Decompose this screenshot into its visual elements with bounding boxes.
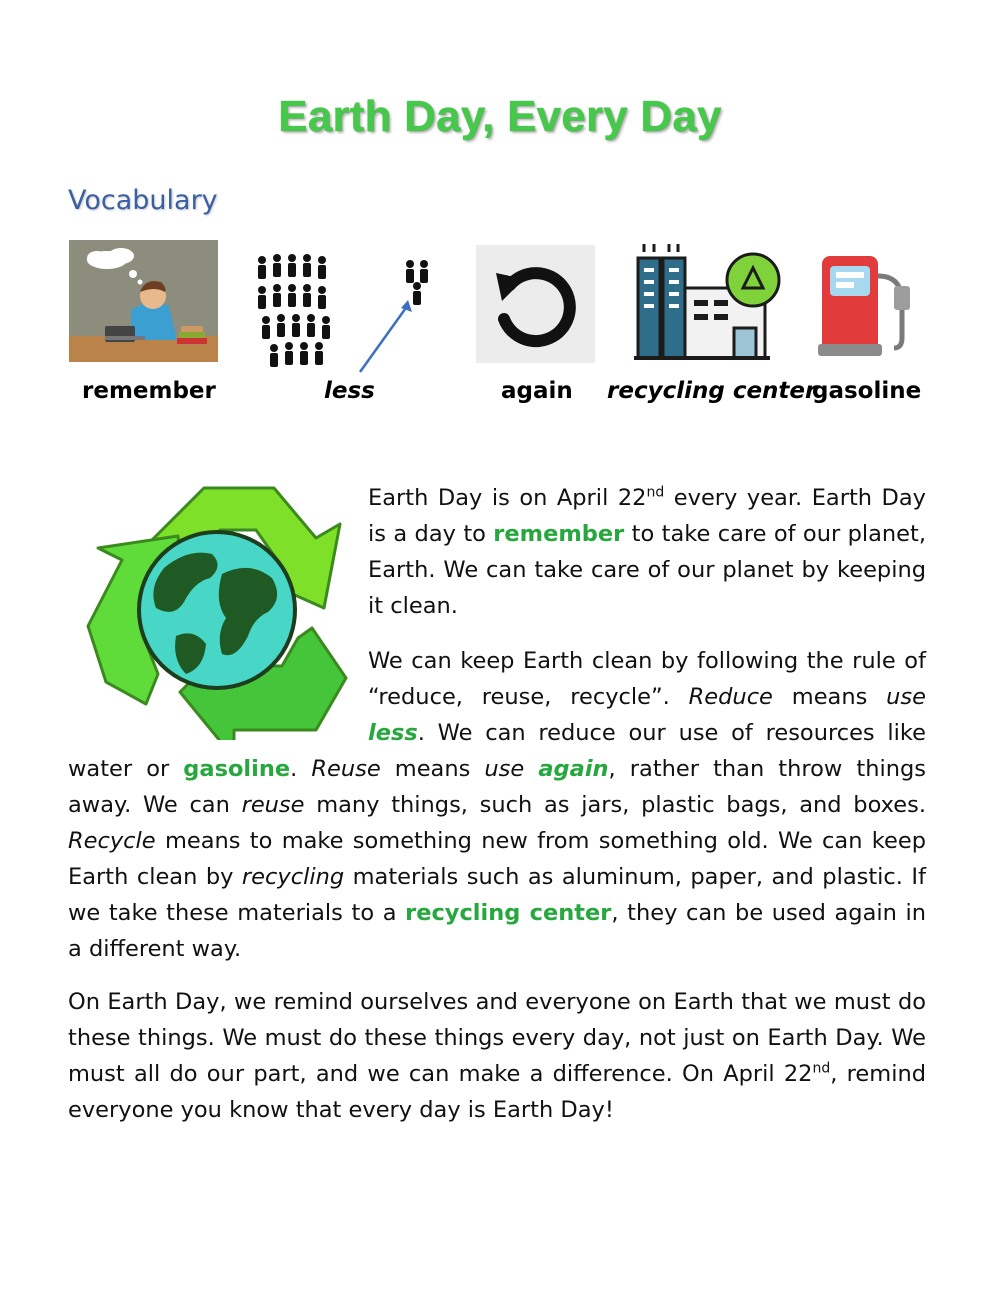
gasoline-pump-icon <box>818 252 915 360</box>
highlight-gasoline: gasoline <box>183 756 291 782</box>
paragraph-1 <box>368 480 926 624</box>
p2-text-j: , they can be used again in a different way. <box>68 900 926 962</box>
recycling-center-building-icon <box>634 240 784 365</box>
term-recycling: recycling <box>241 864 345 890</box>
p2-text-d: . <box>290 756 312 782</box>
p1-text-a: Earth Day is on April 22 <box>368 485 647 511</box>
image-wrap-spacer <box>68 643 368 751</box>
term-reduce: Reduce <box>688 684 773 710</box>
p1-text-c: to take care of our planet, Earth. We can take care of our planet by keeping it clean. <box>368 521 926 619</box>
term-use-2: use <box>484 756 525 782</box>
highlight-less: less <box>368 720 418 746</box>
vocab-remember: remember <box>82 378 216 404</box>
highlight-again: again <box>538 756 609 782</box>
vocab-less: less <box>324 378 375 404</box>
vocab-again: again <box>501 378 573 404</box>
vocab-recycling-center: recycling center <box>607 378 817 404</box>
vocab-gasoline: gasoline <box>812 378 922 404</box>
p2-text-b: means <box>772 684 887 710</box>
paragraph-3 <box>68 984 926 1128</box>
term-reuse: Reuse <box>311 756 381 782</box>
paragraph-2-container <box>68 643 926 967</box>
p3-superscript: nd <box>812 1060 831 1077</box>
less-people-image <box>250 250 445 375</box>
p2-text-c: . We can reduce our use of resources like water or <box>68 720 926 782</box>
again-arrow-icon <box>476 245 595 363</box>
highlight-remember: remember <box>493 521 625 547</box>
p1-text-b: every year. Earth Day is a day to <box>368 485 926 547</box>
p3-text-a: On Earth Day, we remind ourselves and everyone on Earth that we must do these things. We must do these things every day, not just on Earth Day. We must all do our part, and we can make a difference. On April 22 <box>68 989 926 1087</box>
remember-thinking-person-image <box>69 240 218 362</box>
page-title: Earth Day, Every Day <box>278 92 722 141</box>
highlight-recycling-center: recycling center <box>405 900 612 926</box>
term-use-1: use <box>886 684 926 710</box>
p2-text-h: means to make something new from something old. We can keep Earth clean by <box>68 828 926 890</box>
p2-text-i: materials such as aluminum, paper, and plastic. If we take these materials to a <box>68 864 926 926</box>
p3-text-b: , remind everyone you know that every day is Earth Day! <box>68 1061 926 1123</box>
p2-text-g: many things, such as jars, plastic bags, and boxes. <box>304 792 926 818</box>
p1-superscript: nd <box>646 484 665 501</box>
vocabulary-heading: Vocabulary <box>68 185 218 216</box>
term-recycle: Recycle <box>68 828 156 854</box>
term-reuse-2: reuse <box>241 792 305 818</box>
p2-text-f: , rather than throw things away. We can <box>68 756 926 818</box>
p2-text-e: means <box>380 756 485 782</box>
p2-text-a: We can keep Earth clean by following the rule of “reduce, reuse, recycle”. <box>368 648 926 710</box>
